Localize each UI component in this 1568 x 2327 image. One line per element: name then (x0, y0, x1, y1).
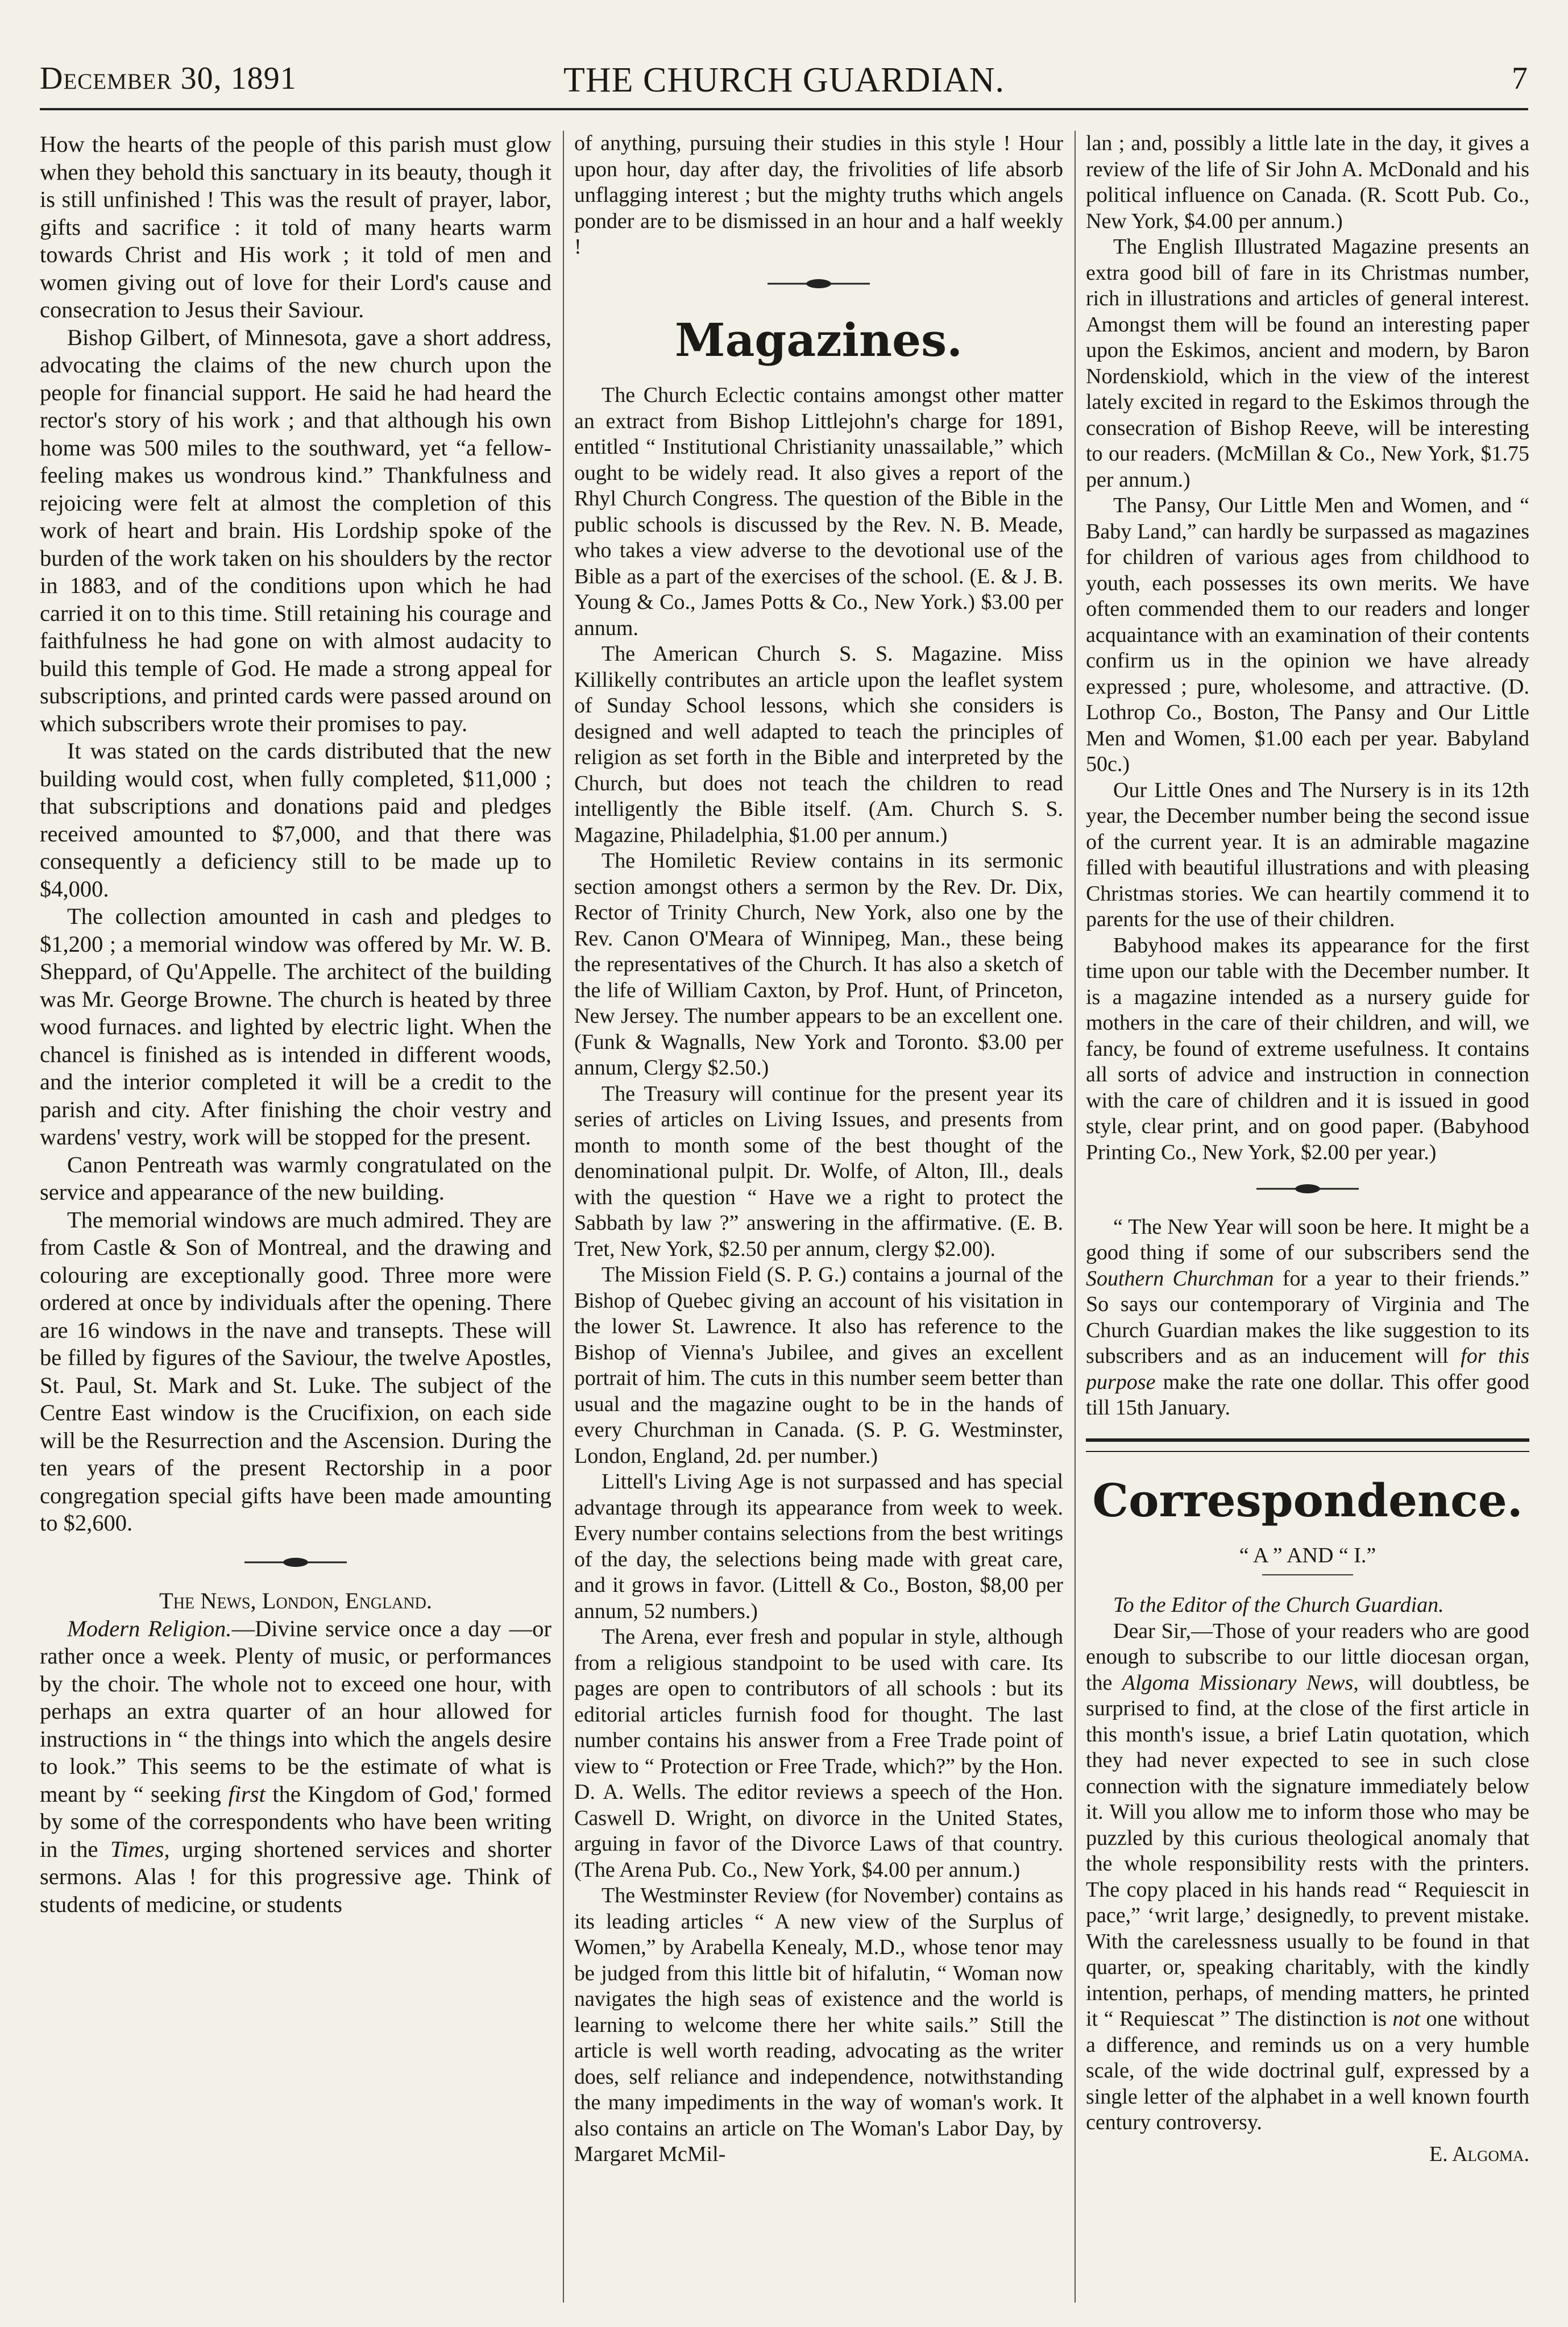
paragraph: The Treasury will continue for the present year its series of articles on Living Issues, and presents from month to month some of the best thought of the denominational pulpit. Dr. Wolfe, of Alton, Ill., deals with the question “ Have we a right to protect the Sabbath by law ?” answering in the affirmative. (E. B. Tret, New York, $2.50 per annum, clergy $2.00). (574, 1081, 1063, 1261)
italic-title: Southern Churchman (1086, 1266, 1274, 1291)
paragraph: The American Church S. S. Magazine. Miss Killikelly contributes an article upon the leaflet system of Sunday School lessons, which she considers is designed and well adapted to teach the principles of religion as set forth in the Bible and interpreted by the Church, but does not teach the children to read intelligently the Bible itself. (Am. Church S. S. Magazine, Philadelphia, $1.00 per annum.) (574, 642, 1063, 847)
page-number: 7 (1512, 61, 1528, 96)
column-1 (40, 131, 551, 2303)
paragraph (40, 1615, 551, 1919)
page-header (40, 57, 1528, 110)
paragraph: The Homiletic Review contains in its sermonic section amongst others a sermon by the Rev. Dr. Dix, Rector of Trinity Church, New York, also one by the Rev. Canon O'Meara of Winnipeg, Man., these being the representatives of the Church. It has also a sketch of the life of William Caxton, by Prof. Hunt, of Princeton, New Jersey. The number appears to be an excellent one. (Funk & Wagnalls, New York and Toronto. $3.00 per annum, Clergy $2.50.) (574, 849, 1063, 1080)
letter-title: “ A ” AND “ I.” (1239, 1543, 1376, 1567)
paragraph: The memorial windows are much admired. They are from Castle & Son of Montreal, and the drawing and colouring are exceptionally good. Three more were ordered at once by individuals after the opening. There are 16 windows in the nave and transepts. These will be filled by figures of the Saviour, the twelve Apostles, St. Paul, St. Mark and St. Luke. The subject of the Centre East window is the Crucifixion, on each side will be the Resurrection and the Ascension. During the ten years of the present Rectorship in a poor congregation special gifts have been made amounting to $2,600. (40, 1206, 551, 1536)
paragraph (1086, 1619, 1529, 2136)
paragraph: Babyhood makes its appearance for the first time upon our table with the December number. It is a magazine intended as a nursery guide for mothers in the care of their children, and will, we fancy, be found of extreme usefulness. It contains all sorts of advice and instruction in connection with the care of children and it is issued in good style, clear print, and on good paper. (Babyhood Printing Co., New York, $2.00 per year.) (1086, 933, 1529, 1164)
section-rule (1086, 1451, 1529, 1452)
signature: E. Algoma. (1429, 2142, 1529, 2166)
text: one without a difference, and reminds us on a very humble scale, of the wide doctrinal gulf, expressed by a single letter of the alphabet in a well known fourth century controversy. (1086, 2007, 1529, 2134)
newspaper-title: THE CHURCH GUARDIAN. (563, 61, 1005, 99)
italic-word: Times, (110, 1836, 170, 1862)
column-divider (1075, 131, 1076, 2303)
column-3 (1086, 131, 1529, 2303)
ornament-divider (40, 1549, 551, 1577)
italic-word: for this purpose (1086, 1344, 1529, 1394)
text: “ The New Year will soon be here. It might be a good thing if some of our subscribers send the (1086, 1214, 1529, 1264)
italic-title: Algoma Missionary News, (1122, 1670, 1359, 1695)
italic-title: Modern Religion. (67, 1615, 232, 1641)
paragraph: The Pansy, Our Little Men and Women, and “ Baby Land,” can hardly be surpassed as magazines for children of various ages from childhood to youth, each possesses its own merits. We have often commended them to our readers and longer acquaintance with an examination of their contents confirm us in the opinion we have already expressed ; pure, wholesome, and attractive. (D. Lothrop Co., Boston, The Pansy and Our Little Men and Women, $1.00 each per year. Babyland 50c.) (1086, 493, 1529, 776)
italic-word: not (1392, 2007, 1420, 2031)
letter-salutation-line: To the Editor of the Church Guardian. (1113, 1593, 1444, 1617)
paragraph: Canon Pentreath was warmly congratulated on the service and appearance of the new building. (40, 1151, 551, 1205)
section-heading-correspondence: Correspondence. (1092, 1473, 1523, 1527)
paragraph: The Church Eclectic contains amongst other matter an extract from Bishop Littlejohn's charge for 1891, entitled “ Institutional Christianity unassailable,” which ought to be widely read. It also gives a report of the Rhyl Church Congress. The question of the Bible in the public schools is discussed by the Rev. N. B. Meade, who takes a view adverse to the devotional use of the Bible as a part of the exercises of the school. (E. & J. B. Young & Co., James Potts & Co., New York.) $3.00 per annum. (574, 383, 1063, 640)
section-rule (1086, 1438, 1529, 1442)
paragraph: lan ; and, possibly a little late in the day, it gives a review of the life of Sir John A. McDonald and his political influence on Canada. (R. Scott Pub. Co., New York, $4.00 per annum.) (1086, 131, 1529, 233)
paragraph: The English Illustrated Magazine presents an extra good bill of fare in its Christmas number, rich in illustrations and articles of general interest. Amongst them will be found an interesting paper upon the Eskimos, ancient and modern, by Baron Nordenskiold, which in the view of the interest lately excited in regard to the Eskimos through the consecration of Bishop Reeve, will be interesting to our readers. (McMillan & Co., New York, $1.75 per annum.) (1086, 235, 1529, 492)
issue-date: December 30, 1891 (40, 61, 297, 96)
text: Dear Sir,—Those of your readers who are good enough to subscribe to our little diocesan organ, the (1086, 1619, 1529, 1695)
paragraph: The collection amounted in cash and pledges to $1,200 ; a memorial window was offered by Mr. W. B. Sheppard, of Qu'Appelle. The architect of the building was Mr. George Browne. The church is heated by three wood furnaces. and lighted by electric light. When the chancel is finished as is intended in different woods, and the interior completed it will be a credit to the parish and city. After finishing the choir vestry and wardens' vestry, work will be stopped for the present. (40, 903, 551, 1150)
paragraph: The Westminster Review (for November) contains as its leading articles “ A new view of the Surplus of Women,” by Arabella Kenealy, M.D., whose tenor may be judged from this little bit of hifalutin, “ Woman now navigates the high seas of existence and the world is learning to welcome there her white sails.” Still the article is well worth reading, advocating as the writer does, self reliance and independence, notwithstanding the many impediments in the way of woman's work. It also contains an article on The Woman's Labor Day, by Margaret McMil- (574, 1884, 1063, 2166)
column-2 (574, 131, 1063, 2303)
section-heading: The News, London, England. (159, 1588, 432, 1613)
italic-word: first (228, 1781, 266, 1807)
paragraph: The Arena, ever fresh and popular in style, although from a religious standpoint to be used with care. Its pages are open to contributors of all schools : but its editorial articles furnish food for thought. The last number contains his answer from a Free Trade point of view to “ Protection or Free Trade, which?” by the Hon. D. A. Wells. The editor reviews a speech of the Hon. Caswell D. Wright, on divorce in the United States, arguing in favor of the Divorce Laws of that country. (The Arena Pub. Co., New York, $4.00 per annum.) (574, 1625, 1063, 1882)
paragraph: Bishop Gilbert, of Minnesota, gave a short address, advocating the claims of the new church upon the people for financial support. He said he had heard the rector's story of his work ; and that although his own home was 500 miles to the southward, yet “a fellow-feeling makes us wondrous kind.” Thankfulness and rejoicing were felt at almost the completion of this work of heart and brain. His Lordship spoke of the burden of the work taken on his shoulders by the rector in 1883, and of the conditions upon which he had carried it on to this time. Still retaining his courage and faithfulness he had gone on with almost audacity to build this temple of God. He made a strong appeal for subscriptions, and printed cards were passed around on which subscribers wrote their promises to pay. (40, 324, 551, 736)
paragraph: of anything, pursuing their studies in this style ! Hour upon hour, day after day, the frivolities of life absorb unflagging interest ; but the mighty truths which angels ponder are to be dismissed in an hour and a half weekly ! (574, 131, 1063, 259)
ornament-divider (574, 272, 1063, 298)
ornament-divider (1086, 1177, 1529, 1203)
paragraph: The Mission Field (S. P. G.) contains a journal of the Bishop of Quebec giving an account of his visitation in the lower St. Lawrence. It also has reference to the Bishop of Vienna's Jubilee, and gives an excellent portrait of him. The cuts in this number seem better than usual and the magazine ought to be in the hands of every Churchman in Canada. (S. P. G. Westminster, London, England, 2d. per number.) (574, 1263, 1063, 1468)
text: urging shortened services and shorter sermons. Alas ! for this progressive age. Think of students of medicine, or students (40, 1836, 551, 1917)
text: the Kingdom of God,' formed by some of the correspondents who have been writing in the (40, 1781, 551, 1862)
paragraph: Our Little Ones and The Nursery is in its 12th year, the December number being the second issue of the current year. It is an admirable magazine filled with beautiful illustrations and with pleasing Christmas stories. We can heartily commend it to parents for the use of their children. (1086, 778, 1529, 931)
paragraph: It was stated on the cards distributed that the new building would cost, when fully completed, $11,000 ; that subscriptions and donations paid and pledges received amounted to $7,000, and that there was consequently a deficiency still to be made up to $4,000. (40, 738, 551, 902)
paragraph: How the hearts of the people of this parish must glow when they behold this sanctuary in its beauty, though it is still unfinished ! This was the result of prayer, labor, gifts and sacrifice : it told of many hearts warm towards Christ and His work ; it told of men and women giving out of love for their Lord's cause and consecration to Jesus their Saviour. (40, 131, 551, 322)
paragraph: Littell's Living Age is not surpassed and has special advantage through its appearance from week to week. Every number contains selections from the best writings of the day, the selections being made with great care, and it grows in favor. (Littell & Co., Boston, $8,00 per annum, 52 numbers.) (574, 1470, 1063, 1623)
text: make the rate one dollar. This offer good till 15th January. (1086, 1370, 1529, 1420)
section-heading-magazines: Magazines. (675, 313, 963, 367)
divider (1262, 1574, 1353, 1575)
column-divider (563, 131, 564, 2303)
text: will doubtless, be surprised to find, at the close of the first article in this month's issue, a brief Latin quotation, which they had never expected to see in such close connection with the signature immediately below it. Will you allow me to inform those who may be puzzled by this curious theological anomaly that the whole responsibility rests with the printers. The copy placed in his hands read “ Requiescit in pace,” ‘writ large,’ designedly, to prevent mistake. With the carelessness usually to be found in that quarter, or, speaking charitably, with the kindly intention, perhaps, of mending matters, he printed it “ Requiescat ” The distinction is (1086, 1670, 1529, 2031)
text: for a year to their friends.” So says our contemporary of Virginia and The Church Guardian makes the like suggestion to its subscribers and as an inducement will (1086, 1266, 1529, 1368)
text: —Divine service once a day —or rather once a week. Plenty of music, or performances by the choir. The whole not to exceed one hour, with perhaps an extra quarter of an hour allowed for instructions in “ the things into which the angels desire to look.” This seems to be the estimate of what is meant by “ seeking (40, 1615, 551, 1807)
paragraph (1086, 1214, 1529, 1421)
